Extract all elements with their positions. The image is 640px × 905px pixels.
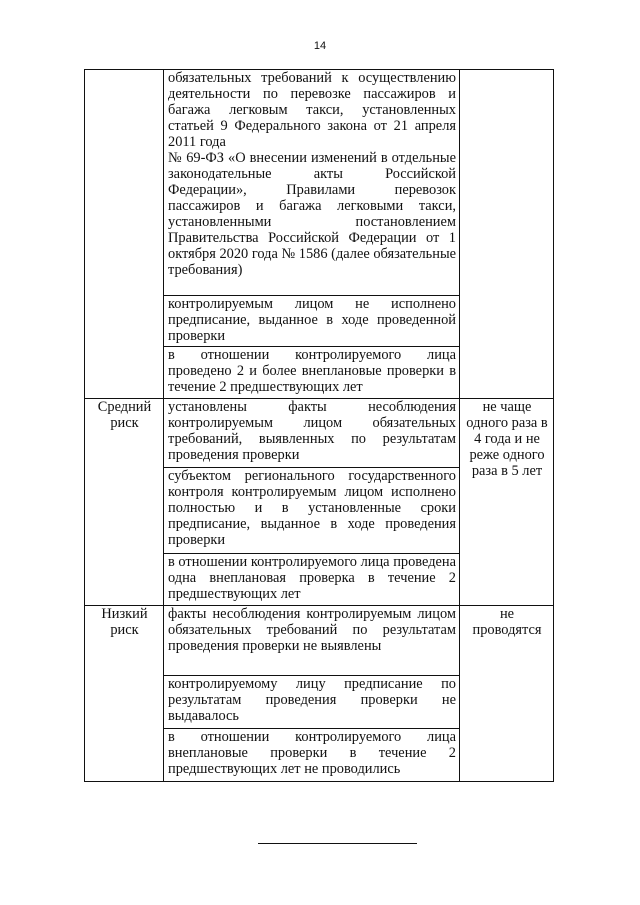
criterion-cell	[164, 70, 460, 296]
criterion-paragraph: № 69-ФЗ «О внесении изменений в отдельные законодательные акты Российской Федерации», Правилами перевозок пассажиров и багажа легковыми такси, установленными постановлением Правительства Российской Федерации от 1 октября 2020 года № 1586 (далее обязательные требования)	[168, 150, 457, 278]
table-row	[85, 606, 554, 676]
criterion-cell: контролируемым лицом не исполнено предписание, выданное в ходе проведенной проверки	[164, 296, 460, 347]
criterion-cell: в отношении контролируемого лица проведена одна внеплановая проверка в течение 2 предшествующих лет	[164, 554, 460, 606]
criterion-cell: установлены факты несоблюдения контролируемым лицом обязательных требований, выявленных по результатам проведения проверки	[164, 399, 460, 468]
frequency-cell: не чаще одного раза в 4 года и не реже одного раза в 5 лет	[460, 399, 554, 606]
criterion-cell: субъектом регионального государственного контроля контролируемым лицом исполнено полностью и в установленные сроки предписание, выданное в ходе проведения проверки	[164, 468, 460, 554]
page-number: 14	[313, 40, 327, 52]
footer-separator-line	[258, 843, 417, 844]
risk-category-cell: Средний риск	[85, 399, 164, 606]
criterion-cell: контролируемому лицу предписание по результатам проведения проверки не выдавалось	[164, 676, 460, 729]
criterion-cell: в отношении контролируемого лица внеплановые проверки в течение 2 предшествующих лет не проводились	[164, 729, 460, 782]
risk-category-cell: Низкий риск	[85, 606, 164, 782]
table-row	[85, 70, 554, 296]
table-row	[85, 399, 554, 468]
risk-category-table	[84, 69, 554, 782]
risk-category-cell	[85, 70, 164, 399]
criterion-cell: факты несоблюдения контролируемым лицом обязательных требований по результатам проведения проверки не выявлены	[164, 606, 460, 676]
frequency-cell	[460, 70, 554, 399]
criterion-paragraph: обязательных требований к осуществлению деятельности по перевозке пассажиров и багажа легковым такси, установленных статьей 9 Федерального закона от 21 апреля 2011 года	[168, 70, 456, 150]
frequency-cell: не проводятся	[460, 606, 554, 782]
criterion-cell: в отношении контролируемого лица проведено 2 и более внеплановые проверки в течение 2 предшествующих лет	[164, 347, 460, 399]
